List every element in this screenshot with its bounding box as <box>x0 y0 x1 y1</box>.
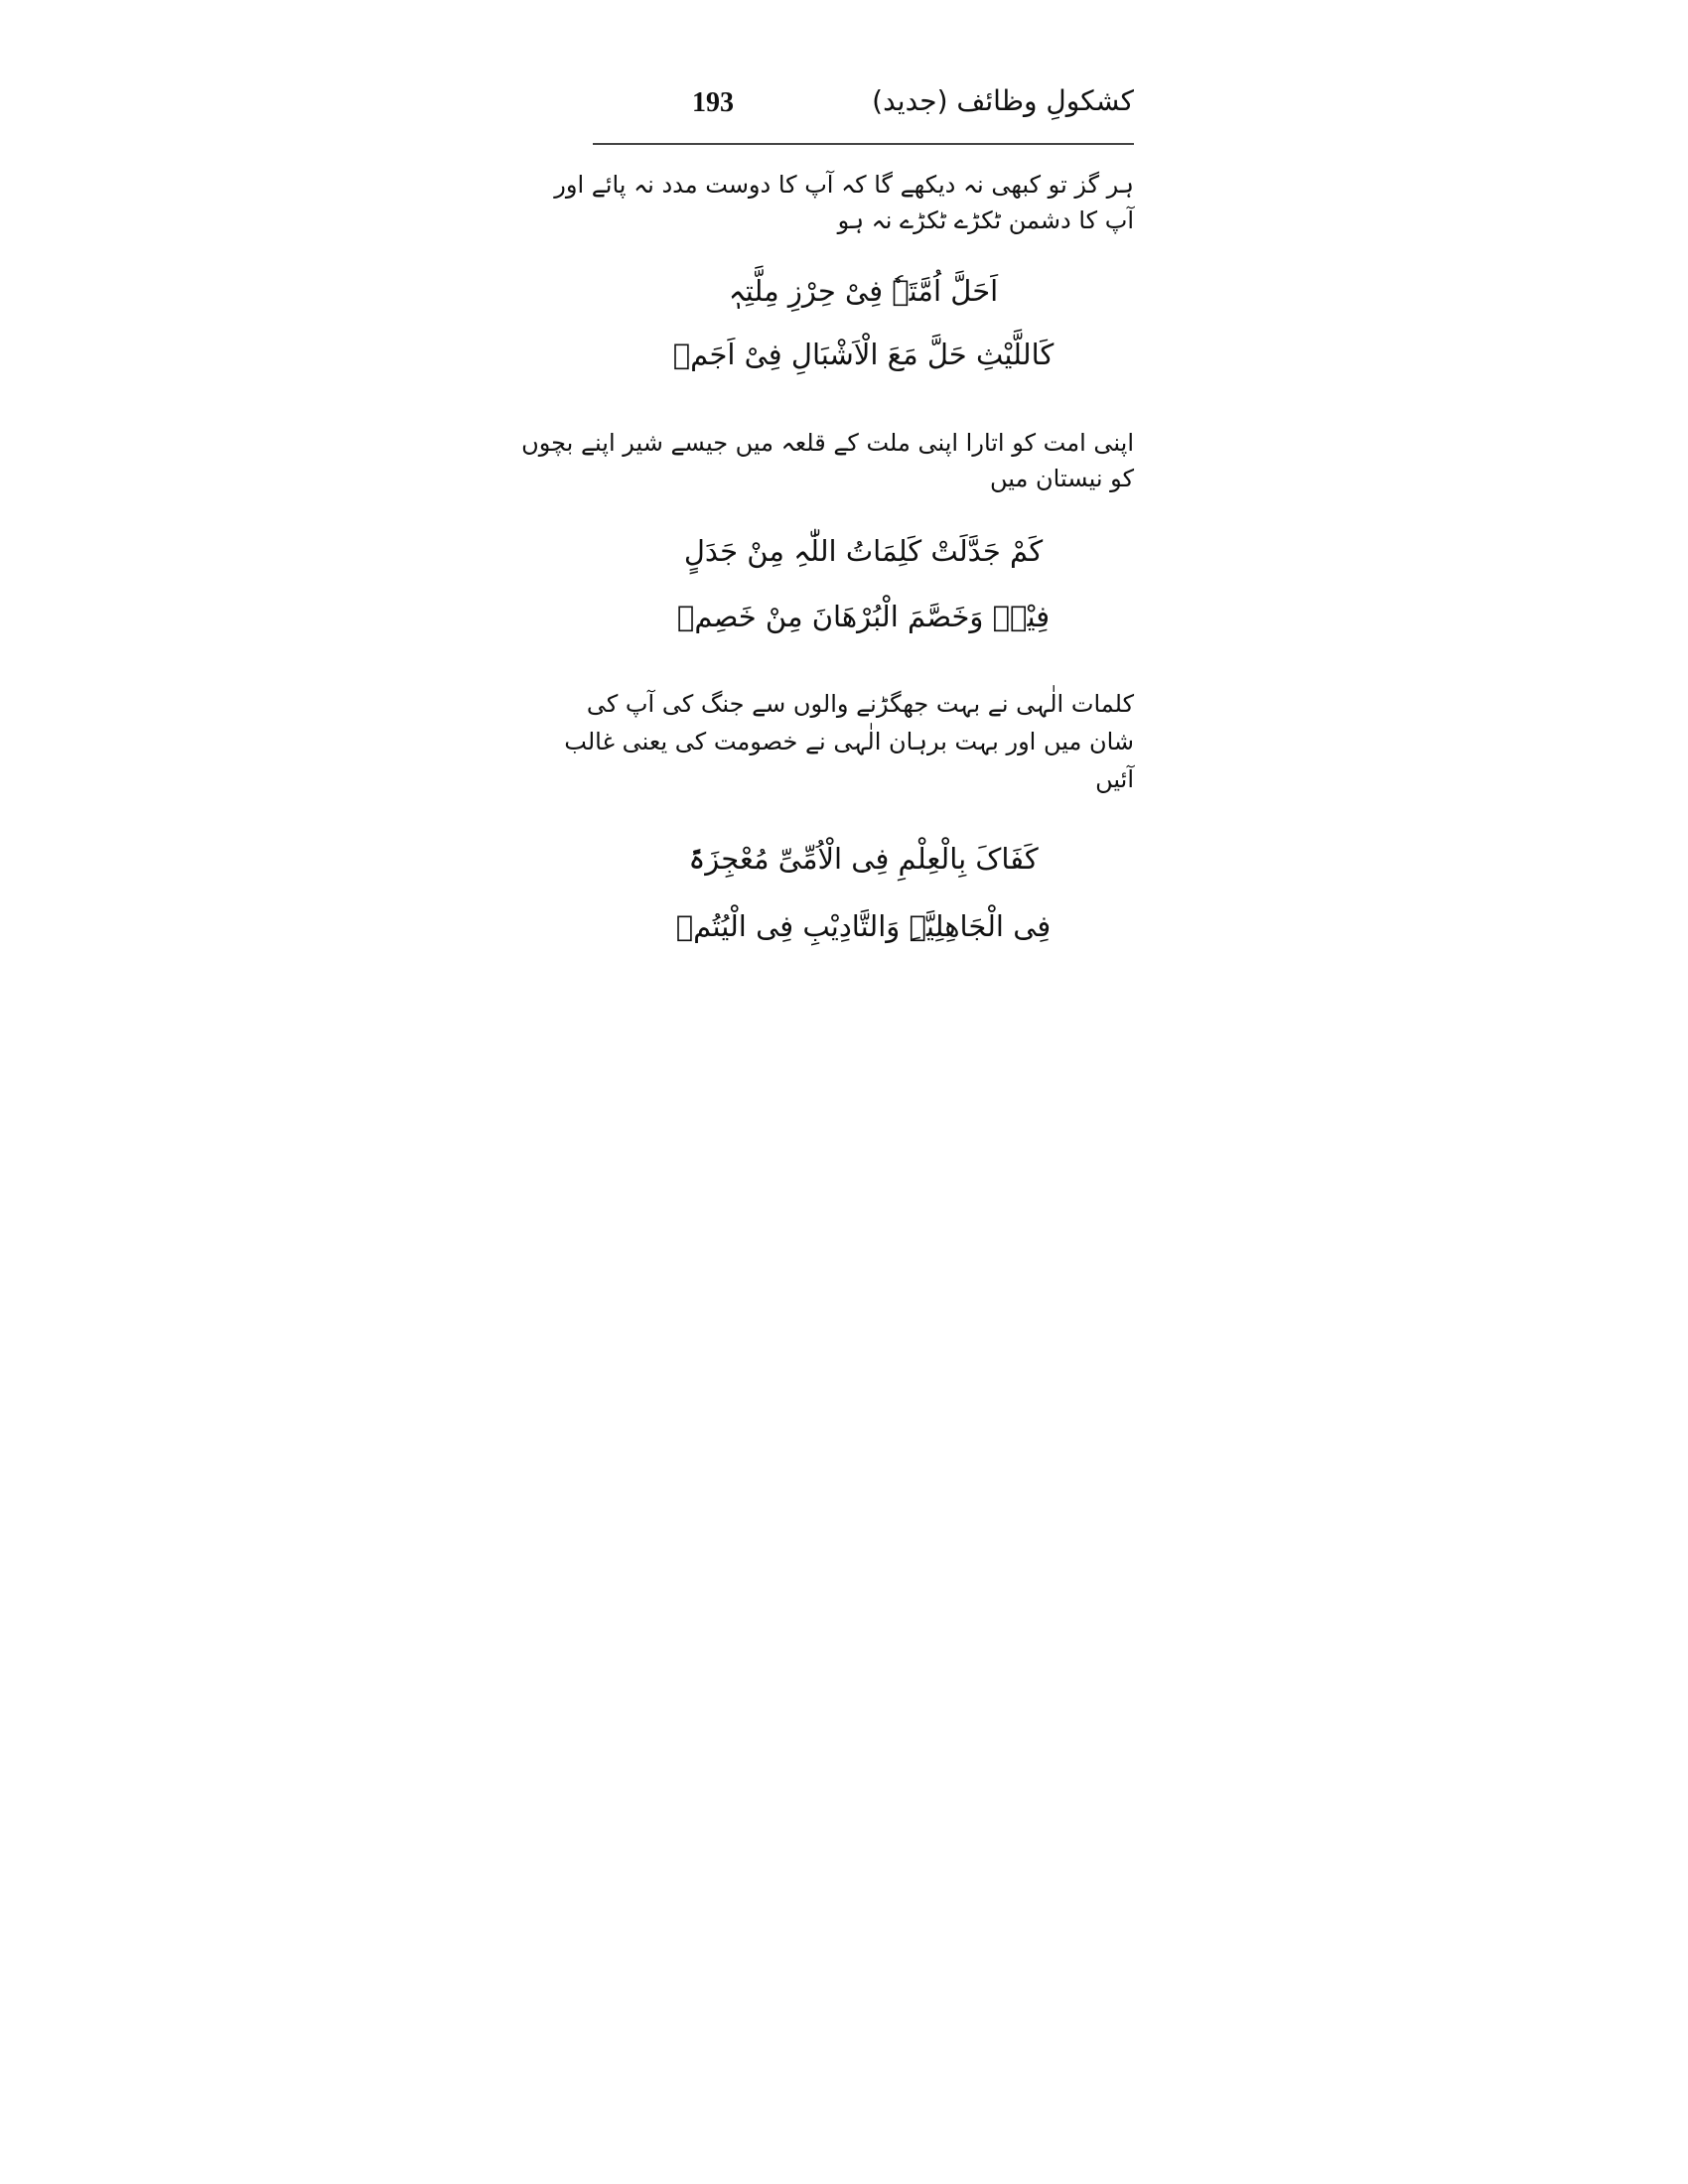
arabic-verse-line: کَاللَّیْثِ حَلَّ مَعَ الْاَشْبَالِ فِیْ اَجَمٖ <box>672 338 1055 371</box>
page-content <box>521 77 1134 991</box>
urdu-paragraph-3 <box>564 685 1134 798</box>
urdu-paragraph-1 <box>554 167 1134 238</box>
urdu-line: اپنی امت کو اتارا اپنی ملت کے قلعہ میں جیسے شیر اپنے بچوں <box>521 429 1134 457</box>
arabic-verse-line: کَفَاکَ بِالْعِلْمِ فِی الْاُمِّیِّ مُعْجِزَۃً <box>688 842 1039 876</box>
urdu-line: کو نیستان میں <box>990 465 1134 492</box>
urdu-line: شان میں اور بہت برہان الٰہی نے خصومت کی یعنی غالب <box>564 728 1134 755</box>
arabic-verse-line: اَحَلَّ اُمَّتَہٗ فِیْ حِرْزِ مِلَّتِہٖ <box>728 274 999 308</box>
urdu-paragraph-2 <box>521 425 1134 496</box>
arabic-verse-3 <box>593 838 1134 947</box>
arabic-verse-1 <box>593 270 1134 375</box>
arabic-verse-line: فِیْہٖ وَخَصَّمَ الْبُرْھَانَ مِنْ خَصِمٖ <box>676 600 1051 633</box>
book-title: کشکولِ وظائف (جدید) <box>872 84 1134 117</box>
urdu-line: آپ کا دشمن ٹکڑے ٹکڑے نہ ہو <box>837 206 1134 234</box>
arabic-verse-line: فِی الْجَاھِلِیَّۃِ وَالتَّادِیْبِ فِی الْیُتُمٖ <box>675 909 1052 943</box>
header-divider <box>593 143 1134 145</box>
page-header <box>593 77 1134 143</box>
urdu-line: ہر گز تو کبھی نہ دیکھے گا کہ آپ کا دوست مدد نہ پائے اور <box>554 171 1134 199</box>
page-number: 193 <box>692 87 734 118</box>
arabic-verse-line: کَمْ جَدَّلَتْ کَلِمَاتُ اللّٰہِ مِنْ جَدَلٍ <box>683 534 1044 568</box>
urdu-line: آئیں <box>1095 765 1134 793</box>
urdu-line: کلمات الٰہی نے بہت جھگڑنے والوں سے جنگ کی آپ کی <box>586 690 1134 718</box>
arabic-verse-2 <box>593 530 1134 637</box>
